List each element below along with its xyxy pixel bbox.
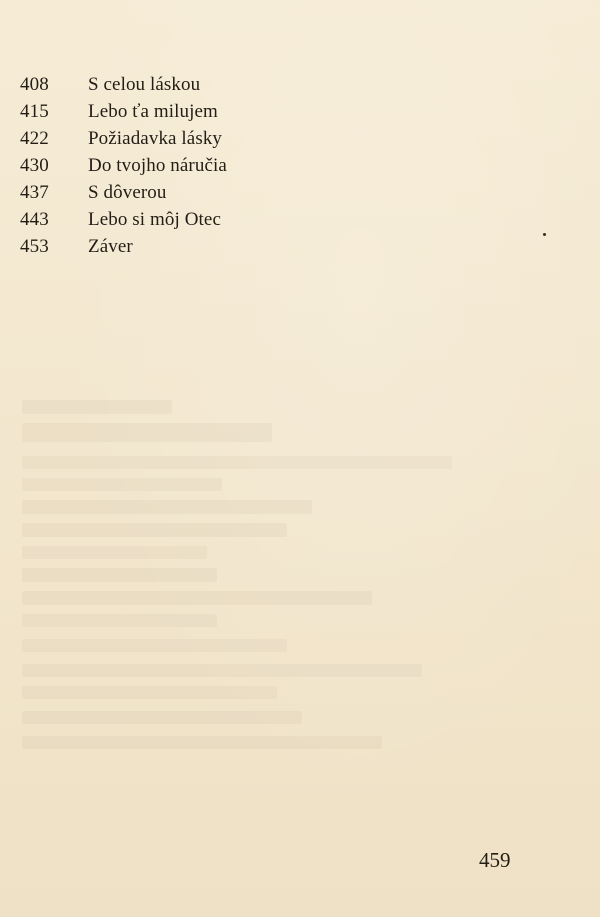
toc-page-number: 437 bbox=[20, 182, 49, 203]
table-of-contents bbox=[20, 74, 227, 263]
toc-page-number: 422 bbox=[20, 128, 49, 149]
toc-chapter-title: Lebo si môj Otec bbox=[88, 209, 221, 230]
toc-chapter-title: Požiadavka lásky bbox=[88, 128, 223, 149]
toc-chapter-title: Záver bbox=[88, 236, 133, 257]
paper-speck bbox=[543, 233, 546, 236]
toc-chapter-title: S celou láskou bbox=[88, 74, 201, 95]
toc-entry bbox=[20, 74, 227, 101]
toc-entry bbox=[20, 236, 227, 263]
toc-entry bbox=[20, 101, 227, 128]
toc-entry bbox=[20, 128, 227, 155]
toc-page-number: 430 bbox=[20, 155, 49, 176]
toc-page-number: 453 bbox=[20, 236, 49, 257]
toc-page-number: 408 bbox=[20, 74, 49, 95]
page-number: 459 bbox=[479, 848, 511, 872]
toc-entry bbox=[20, 182, 227, 209]
toc-entry bbox=[20, 155, 227, 182]
toc-chapter-title: Do tvojho náručia bbox=[88, 155, 227, 176]
toc-page-number: 443 bbox=[20, 209, 49, 230]
toc-page-number: 415 bbox=[20, 101, 49, 122]
toc-chapter-title: Lebo ťa milujem bbox=[88, 101, 218, 122]
toc-entry bbox=[20, 209, 227, 236]
bleed-through-texture bbox=[22, 400, 482, 758]
toc-chapter-title: S dôverou bbox=[88, 182, 167, 203]
